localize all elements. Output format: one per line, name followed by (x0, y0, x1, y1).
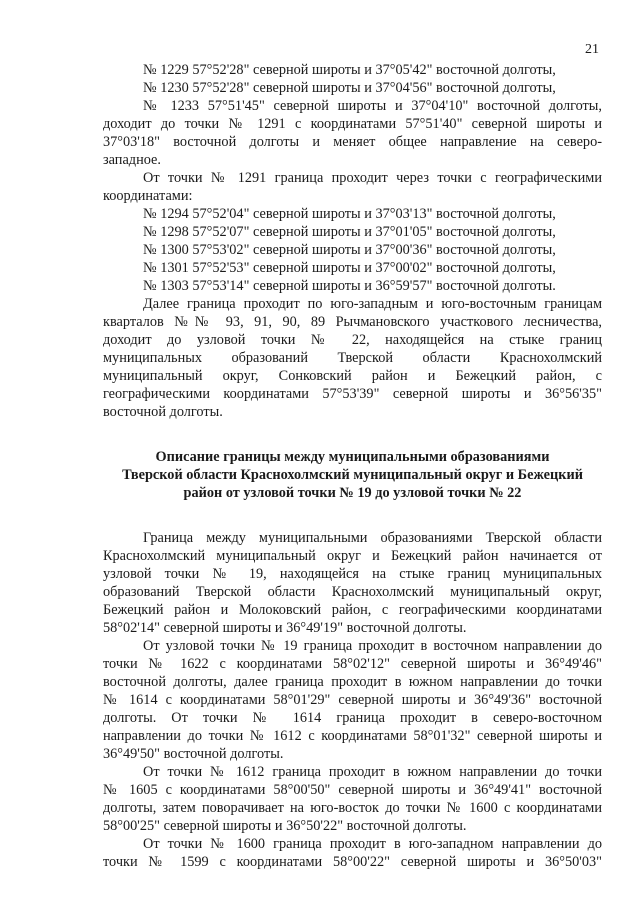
section-heading: Описание границы между муниципальными образованиями (155, 449, 550, 465)
text-line: № 1233 57°51'45" северной широты и 37°04'10" восточной долготы, (143, 98, 602, 114)
text-line: узловой точки № 19, находящейся на стыке границ муниципальных (103, 566, 602, 582)
text-line: Краснохолмский муниципальный округ и Бежецкий район начинается от (103, 548, 602, 564)
text-line: № 1605 с координатами 58°00'50" северной широты и 36°49'41" восточной (103, 782, 602, 798)
text-line: 36°49'50" восточной долготы. (103, 746, 284, 762)
text-line: № 1614 с координатами 58°01'29" северной широты и 36°49'36" восточной (103, 692, 602, 708)
text-line: западное. (103, 152, 161, 168)
text-line: От узловой точки № 19 граница проходит в восточном направлении до (143, 638, 602, 654)
document-body (103, 61, 602, 871)
text-line: муниципальных образований Тверской области Краснохолмский (103, 350, 602, 366)
text-line: 58°02'14" северной широты и 36°49'19" восточной долготы. (103, 620, 467, 636)
section-heading: район от узловой точки № 19 до узловой точки № 22 (183, 485, 522, 501)
text-line: Далее граница проходит по юго-западным и юго-восточным границам (143, 296, 602, 312)
text-line: № 1298 57°52'07" северной широты и 37°01'05" восточной долготы, (143, 224, 556, 240)
text-line: точки № 1622 с координатами 58°02'12" северной широты и 36°49'46" (103, 656, 602, 672)
text-line: От точки № 1291 граница проходит через точки с географическими (143, 170, 602, 186)
text-line: № 1303 57°53'14" северной широты и 36°59'57" восточной долготы. (143, 278, 556, 294)
text-line: 58°00'25" северной широты и 36°50'22" восточной долготы. (103, 818, 467, 834)
text-line: долготы. От точки № 1614 граница проходит в северо-восточном (103, 710, 602, 726)
text-line: точки № 1599 с координатами 58°00'22" северной широты и 36°50'03" (103, 854, 602, 870)
text-line: доходит до точки № 1291 с координатами 57°51'40" северной широты и (103, 116, 602, 132)
text-line: От точки № 1612 граница проходит в южном направлении до точки (143, 764, 602, 780)
text-line: направлении до точки № 1612 с координатами 58°01'32" северной широты и (103, 728, 602, 744)
text-line: долготы, затем поворачивает на юго-восток до точки № 1600 с координатами (103, 800, 602, 816)
text-line: № 1300 57°53'02" северной широты и 37°00'36" восточной долготы, (143, 242, 556, 258)
text-line: Бежецкий район и Молоковский район, с географическими координатами (103, 602, 602, 618)
text-line: географическими координатами 57°53'39" северной широты и 36°56'35" (103, 386, 602, 402)
text-line: № 1229 57°52'28" северной широты и 37°05'42" восточной долготы, (143, 62, 556, 78)
text-line: образований Тверской области Краснохолмский муниципальный округ, (103, 584, 602, 600)
text-line: доходит до узловой точки № 22, находящейся на стыке границ (103, 332, 602, 348)
text-line: кварталов №№ 93, 91, 90, 89 Рычмановского участкового лесничества, (103, 314, 602, 330)
text-line: № 1301 57°52'53" северной широты и 37°00'02" восточной долготы, (143, 260, 556, 276)
section-heading: Тверской области Краснохолмский муниципальный округ и Бежецкий (122, 467, 583, 483)
text-line: № 1230 57°52'28" северной широты и 37°04'56" восточной долготы, (143, 80, 556, 96)
text-line: 37°03'18" восточной долготы и меняет общее направление на северо- (103, 134, 602, 150)
text-line: восточной долготы, далее граница проходит в южном направлении до точки (103, 674, 602, 690)
page-number: 21 (585, 42, 599, 57)
text-line: Граница между муниципальными образованиями Тверской области (143, 530, 602, 546)
text-line: координатами: (103, 188, 193, 204)
text-line: восточной долготы. (103, 404, 223, 420)
text-line: муниципальный округ, Сонковский район и Бежецкий район, с (103, 368, 602, 384)
text-line: От точки № 1600 граница проходит в юго-западном направлении до (143, 836, 602, 852)
text-line: № 1294 57°52'04" северной широты и 37°03'13" восточной долготы, (143, 206, 556, 222)
